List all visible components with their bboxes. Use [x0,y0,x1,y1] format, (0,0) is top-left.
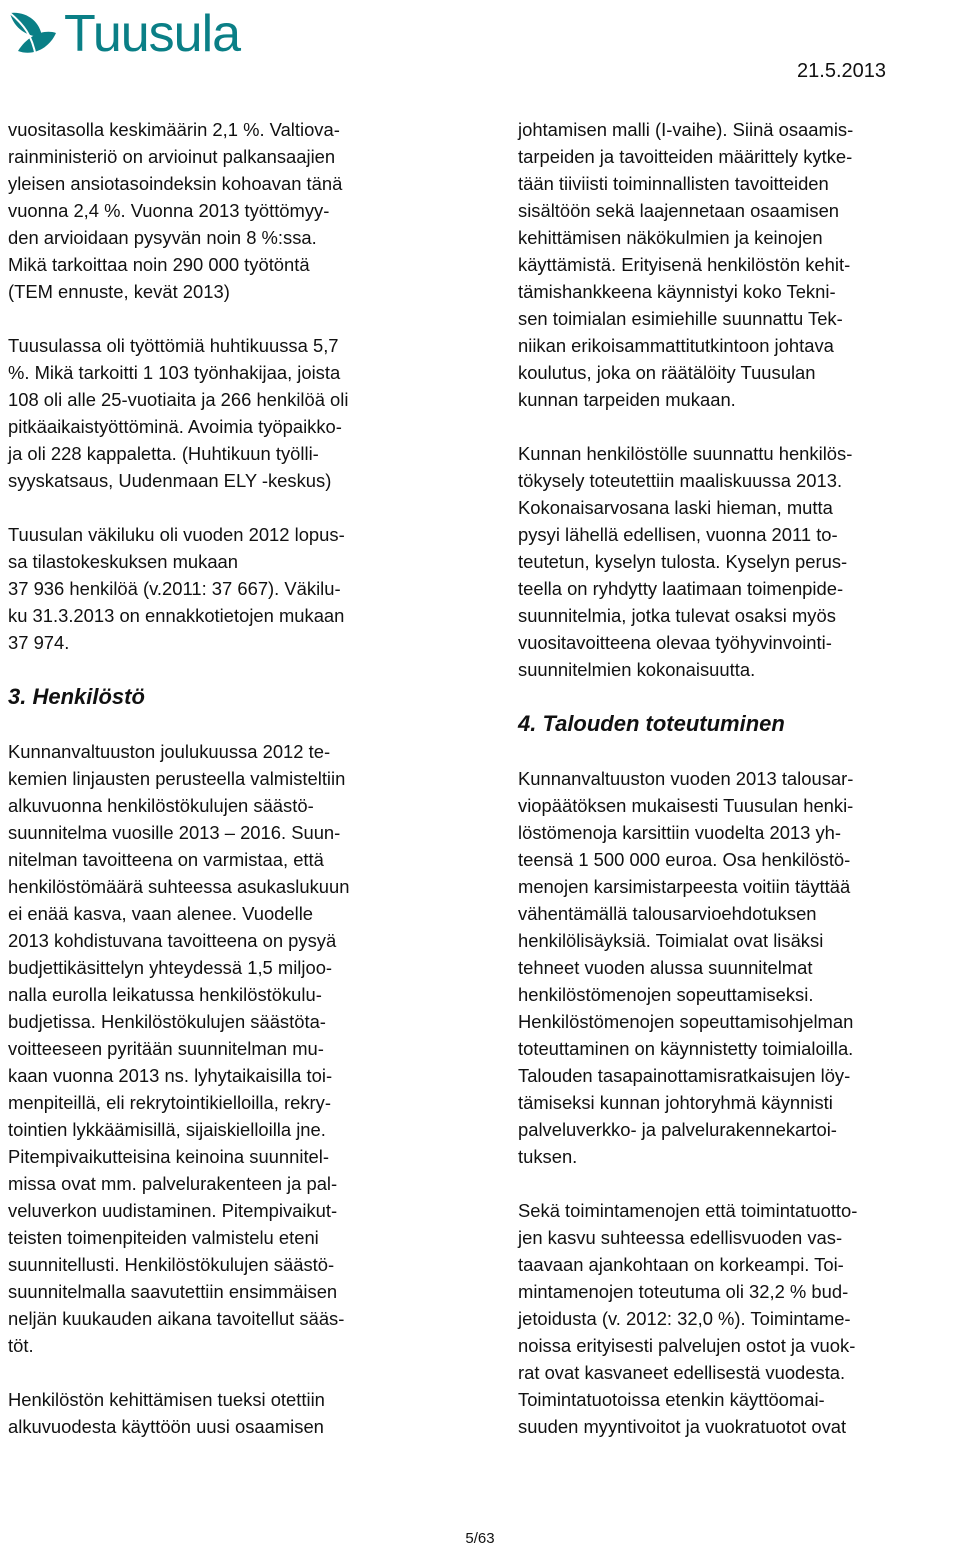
tuusula-leaf-logo-icon [6,7,58,61]
document-date: 21.5.2013 [797,60,886,82]
paragraph-competence-model: johtamisen malli (I-vaihe). Siinä osaamis- tarpeiden ja tavoitteiden määrittely kytke- tään tiiviisti toiminnallisten tavoitteiden sisältöön sekä laajennetaan osaamisen kehittämisen näkökulmien ja keinojen käyttämistä. Erityisenä henkilöstön kehit- tämishankkeena käynnistyi koko Tekni- sen toimialan esimiehille suunnattu Tek- niikan erikoisammattitutkintoon johtava koulutus, joka on räätälöity Tuusulan kunnan tarpeiden mukaan. [518,119,854,410]
page-number: 5/63 [465,1530,495,1547]
left-column [8,116,448,1440]
paragraph-population: Tuusulan väkiluku oli vuoden 2012 lopus- sa tilastokeskuksen mukaan 37 936 henkilöä (v.2011: 37 667). Väkilu- ku 31.3.2013 on ennakkotietojen mukaan 37 974. [8,524,345,653]
tuusula-logo [6,4,240,64]
section-heading-personnel: 3. Henkilöstö [8,684,145,709]
paragraph-savings-plan: Kunnanvaltuuston joulukuussa 2012 te- kemien linjausten perusteella valmisteltiin alkuvuonna henkilöstökulujen säästö- suunnitelma vuosille 2013 – 2016. Suun- nitelman tavoitteena on varmistaa, että henkilöstömäärä suhteessa asukaslukuun ei enää kasva, vaan alenee. Vuodelle 2013 kohdistuvana tavoitteena on pysyä budjettikäsittelyn yhteydessä 1,5 miljoo- nalla eurolla leikatussa henkilöstökulu- budjetissa. Henkilöstökulujen säästöta- voitteeseen pyritään suunnitelman mu- kaan vuonna 2013 ns. lyhytaikaisilla toi- menpiteillä, eli rekrytointikielloilla, rekry- tointien lykkäämisillä, sijaiskielloilla jne. Pitempivaikutteisina keinoina suunnitel- missa ovat mm. palvelurakenteen ja pal- veluverkon uudistaminen. Pitempivaikut- teisten toimenpiteiden valmistelu eteni suunnitellusti. Henkilöstökulujen säästö- suunnitelmalla saavutettiin ensimmäisen neljän kuukauden aikana tavoitellut sääs- töt. [8,741,350,1356]
logo-text: Tuusula [64,5,241,63]
right-column [518,116,958,1440]
paragraph-staff-survey: Kunnan henkilöstölle suunnattu henkilös- tökysely toteutettiin maaliskuussa 2013. Kokonaisarvosana laski hieman, mutta pysyi lähellä edellisen, vuonna 2011 to- teutetun, kyselyn tulosta. Kyselyn perus- teella on ryhdytty laatimaan toimenpide- suunnitelmia, jotka tulevat osaksi myös vuositavoitteena olevaa työhyvinvointi- suunnitelmien kokonaisuutta. [518,443,853,680]
paragraph-development: Henkilöstön kehittämisen tueksi otettiin alkuvuodesta käyttöön uusi osaamisen [8,1389,325,1437]
paragraph-operating-costs: Sekä toimintamenojen että toimintatuotto- jen kasvu suhteessa edellisvuoden vas- taavaan ajankohtaan on korkeampi. Toi- mintamenojen toteutuma oli 32,2 % bud- jetoidusta (v. 2012: 32,0 %). Toimintame- noissa erityisesti palvelujen ostot ja vuok- rat ovat kasvaneet edellisestä vuodesta. Toimintatuotoissa etenkin käyttöomai- suuden myyntivoitot ja vuokratuotot ovat [518,1200,858,1437]
section-heading-finance: 4. Talouden toteutuminen [518,711,785,736]
paragraph-inflation: vuositasolla keskimäärin 2,1 %. Valtiova- rainministeriö on arvioinut palkansaajien yleisen ansiotasoindeksin kohoavan tänä vuonna 2,4 %. Vuonna 2013 työttömyy- den arvioidaan pysyvän noin 8 %:ssa. Mikä tarkoittaa noin 290 000 työtöntä (TEM ennuste, kevät 2013) [8,119,343,302]
paragraph-budget-cuts: Kunnanvaltuuston vuoden 2013 talousar- viopäätöksen mukaisesti Tuusulan henki- löstömenoja karsittiin vuodelta 2013 yh- teensä 1 500 000 euroa. Osa henkilöstö- menojen karsimistarpeesta voitiin täyttää vähentämällä talousarvioehdotuksen henkilölisäyksiä. Toimialat ovat lisäksi tehneet vuoden alussa suunnitelmat henkilöstömenojen sopeuttamiseksi. Henkilöstömenojen sopeuttamisohjelman toteuttaminen on käynnistetty toimialoilla. Talouden tasapainottamisratkaisujen löy- tämiseksi kunnan johtoryhmä käynnisti palveluverkko- ja palvelurakennekartoi- tuksen. [518,768,854,1167]
paragraph-unemployment: Tuusulassa oli työttömiä huhtikuussa 5,7 %. Mikä tarkoitti 1 103 työnhakijaa, joista 108 oli alle 25-vuotiaita ja 266 henkilöä oli pitkäaikaistyöttöminä. Avoimia työpaikko- ja oli 228 kappaletta. (Huhtikuun työlli- syyskatsaus, Uudenmaan ELY -keskus) [8,335,349,491]
